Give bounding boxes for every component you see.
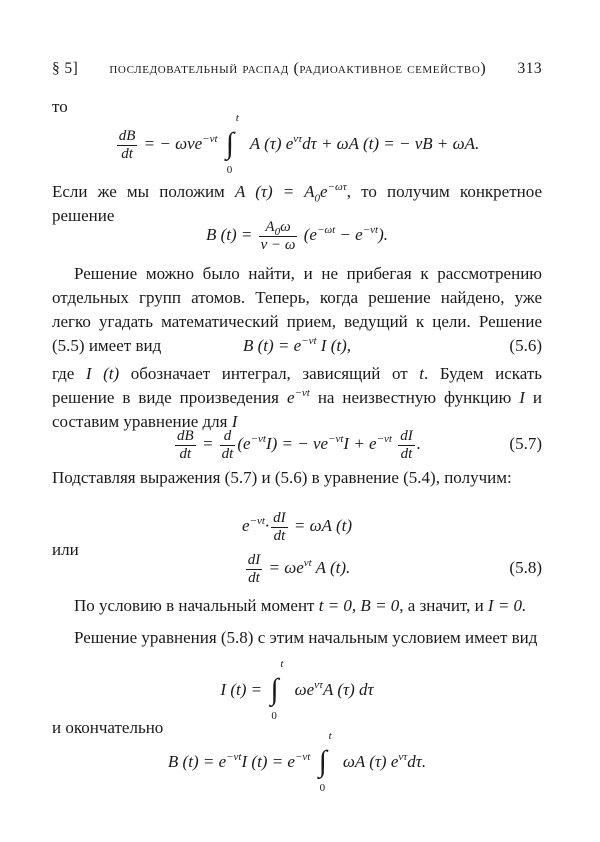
paragraph-6 — [52, 594, 542, 618]
assumption-formula: A $(\tau) = A_0e^{-\omega\tau}$ — [234, 181, 347, 205]
p4-I-2: I — [231, 412, 238, 431]
p4-I: I — [519, 388, 525, 407]
eq-number-5-6: (5.6) — [509, 336, 542, 355]
initial-condition-1: t = 0, B = 0 — [318, 596, 400, 615]
header-title: последовательный распад (радиоактивное семейство) — [109, 60, 487, 77]
paragraph-final: и окончательно — [52, 718, 164, 737]
p6-part-b: , а значит, и — [399, 596, 484, 615]
paragraph-or: или — [52, 540, 79, 559]
eq-number-5-7: (5.7) — [509, 434, 542, 453]
equation-5-6: B $(t) = e^{-\nu t}$ I (t), (5.6) — [52, 334, 542, 358]
paragraph-5: Подставляя выражения (5.7) и (5.6) в уравнение (5.4), получим: — [52, 468, 512, 487]
page — [52, 0, 542, 842]
initial-condition-2: I = 0. — [487, 596, 527, 615]
running-header — [52, 57, 542, 81]
paragraph-to: то — [52, 97, 68, 116]
p6-part-a: По условию в начальный момент — [74, 596, 315, 615]
p4-I-of-t: I (t) — [85, 364, 120, 383]
equation-2: B (t) = $\frac{A_0\omega}{\nu - \omega}$ $(e^{-\omega t} - e^{-\nu t})$. — [205, 218, 389, 253]
p4-t: t — [419, 364, 424, 383]
equation-substitution: $e^{-\nu t}\cdot$ $\frac{dI}{dt}$ = ωA (t) — [241, 509, 353, 544]
p4-part-b: обозначает интеграл, зависящий от — [130, 364, 408, 383]
equation-I: I (t) = t ∫ 0 $\omega e^{\nu\tau}A$ (τ) dτ — [220, 658, 374, 723]
equation-1: $\frac{dB}{dt}$ = − ωνe$^{-\nu t}$ t ∫ 0 A (τ) $e^{\nu\tau}d\tau + \omega A$ (t) = − νB + ωA. — [118, 112, 480, 177]
equation-final: B $(t) = e^{-\nu t}I$ $(t) = e^{-\nu t}$ t ∫ 0 ωA (τ) $e^{\nu\tau}d\tau$. — [167, 730, 427, 795]
p4-exp: $e^{-\nu t}$ — [286, 387, 310, 407]
paragraph-3: Решение можно было найти, и не прибегая к рассмотрению отдельных групп атомов. Теперь, когда решение найдено, уже легко угадать математический прием, ведущий к цели. Решение (5.5) имеет вид — [52, 264, 542, 355]
if-text: Если же мы положим — [52, 182, 225, 201]
equation-5-8: $\frac{dI}{dt}$ = $\omega e^{\nu t}$ A (t). (5.8) — [52, 548, 542, 588]
if-text-2: , то получим конкретное решение — [52, 182, 543, 225]
section-mark: § 5] — [52, 60, 79, 77]
eq-number-5-8: (5.8) — [509, 558, 542, 577]
paragraph-7: Решение уравнения (5.8) с этим начальным условием имеет вид — [74, 628, 538, 647]
page-number: 313 — [517, 60, 542, 77]
p4-part-e: и составим уравнение для — [52, 388, 543, 431]
p4-part-d: на неизвестную функцию — [317, 388, 512, 407]
p4-part-c: . Будем искать решение в виде произведения — [52, 364, 543, 407]
equation-5-7: $\frac{dB}{dt}$ = $\frac{d}{dt}$ $(e^{-\nu t}I)$ = − $\nu e^{-\nu t}I + e^{-\nu t}$ $\frac{dI}{dt}$ . (5.7) — [52, 424, 542, 464]
p4-part-a: где — [52, 364, 75, 383]
